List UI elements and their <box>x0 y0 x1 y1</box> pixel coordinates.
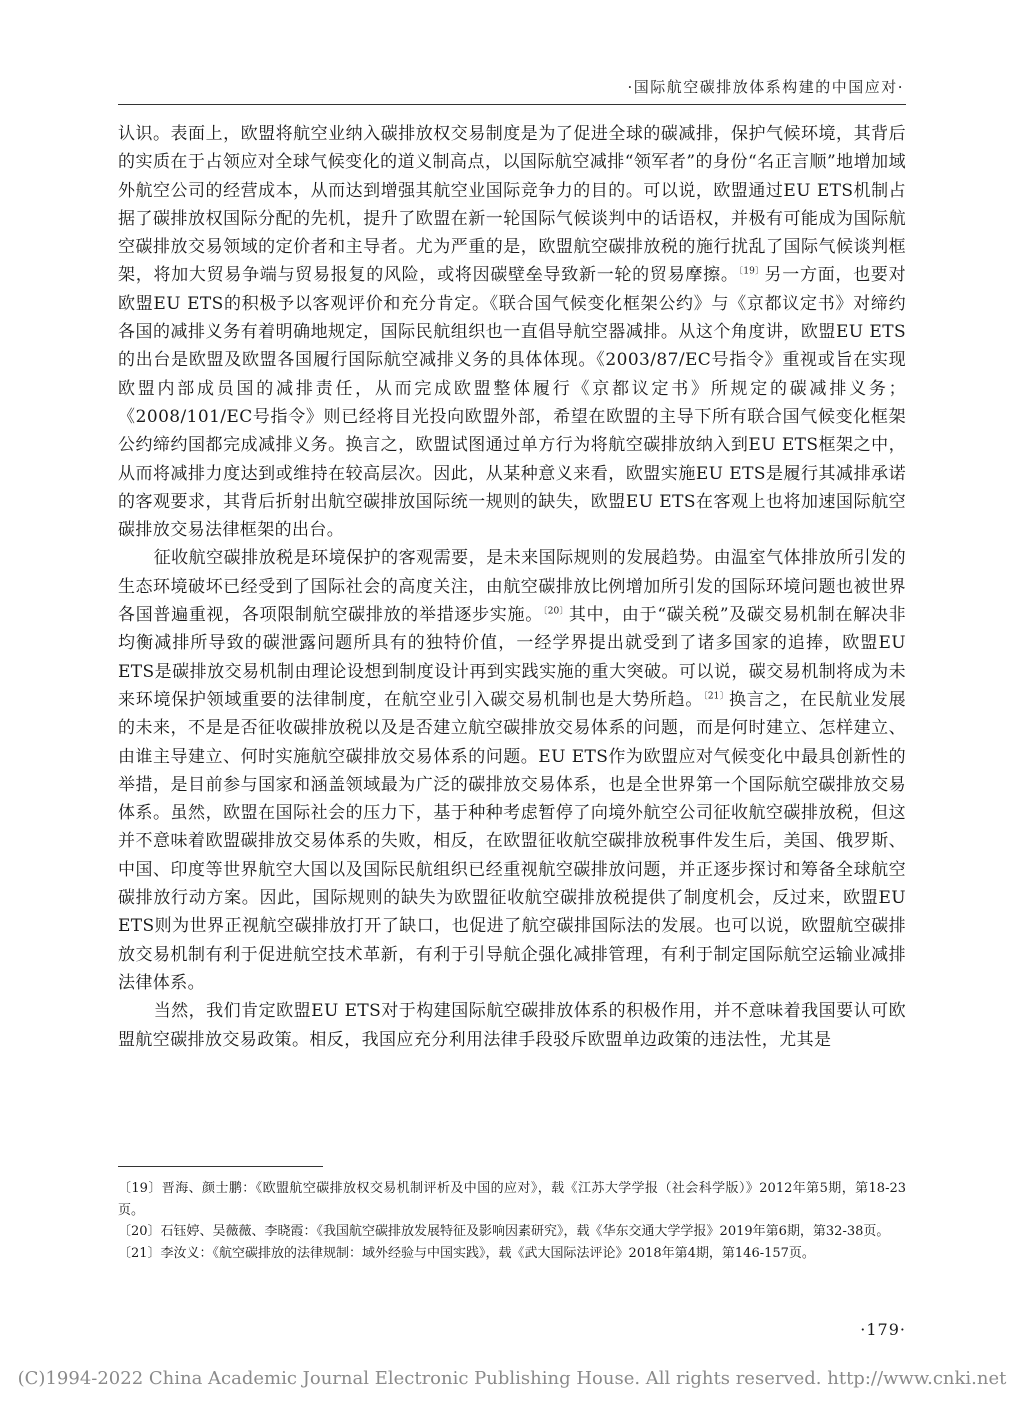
footnote-21: 〔21〕李汝义：《航空碳排放的法律规制：域外经验与中国实践》，载《武大国际法评论》2018年第4期，第146-157页。 <box>118 1245 815 1261</box>
footnote-ref-21[interactable]: 〔21〕 <box>703 691 730 702</box>
page-number: ·179· <box>860 1320 906 1339</box>
paragraph-3: 当然，我们肯定欧盟EU ETS对于构建国际航空碳排放体系的积极作用，并不意味着我国要认可欧盟航空碳排放交易政策。相反，我国应充分利用法律手段驳斥欧盟单边政策的违法性，尤其是 <box>118 1001 906 1050</box>
footnote-19: 〔19〕晋海、颜士鹏：《欧盟航空碳排放权交易机制评析及中国的应对》，载《江苏大学学报（社会科学版）》2012年第5期，第18-23页。 <box>118 1181 906 1218</box>
footnote-ref-19[interactable]: 〔19〕 <box>738 266 765 277</box>
header-divider <box>118 104 906 105</box>
footnotes <box>118 1178 906 1264</box>
footnote-divider <box>118 1166 323 1167</box>
paragraph-1-text-b: 另一方面，也要对欧盟EU ETS的积极予以客观评价和充分肯定。《联合国气候变化框架公约》与《京都议定书》对缔约各国的减排义务有着明确地规定，国际民航组织也一直倡导航空器减排。从这个角度讲，欧盟EU ETS的出台是欧盟及欧盟各国履行国际航空减排义务的具体体现。《2003/87/EC号指令》重视或旨在实现欧盟内部成员国的减排责任，从而完成欧盟整体履行《京都议定书》所规定的碳减排义务；《2008/101/EC号指令》则已经将目光投向欧盟外部，希望在欧盟的主导下所有联合国气候变化框架公约缔约国都完成减排义务。换言之，欧盟试图通过单方行为将航空碳排放纳入到EU ETS框架之中，从而将减排力度达到或维持在较高层次。因此，从某种意义来看，欧盟实施EU ETS是履行其减排承诺的客观要求，其背后折射出航空碳排放国际统一规则的缺失，欧盟EU ETS在客观上也将加速国际航空碳排放交易法律框架的出台。 <box>118 265 907 541</box>
paragraph-2-text-a: 征收航空碳排放税是环境保护的客观需要，是未来国际规则的发展趋势。由温室气体排放所引发的生态环境破坏已经受到了国际社会的高度关注，由航空碳排放比例增加所引发的国际环境问题也被世界各国普遍重视，各项限制航空碳排放的举措逐步实施。 <box>118 548 906 626</box>
footnote-ref-20[interactable]: 〔20〕 <box>542 606 569 617</box>
article-body <box>118 120 906 1054</box>
paragraph-2-text-c: 换言之，在民航业发展的未来，不是是否征收碳排放税以及是否建立航空碳排放交易体系的问题，而是何时建立、怎样建立、由谁主导建立、何时实施航空碳排放交易体系的问题。EU ETS作为欧盟应对气候变化中最具创新性的举措，是目前参与国家和涵盖领域最为广泛的碳排放交易体系，也是全世界第一个国际航空碳排放交易体系。虽然，欧盟在国际社会的压力下，基于种种考虑暂停了向境外航空公司征收航空碳排放税，但这并不意味着欧盟碳排放交易体系的失败，相反，在欧盟征收航空碳排放税事件发生后，美国、俄罗斯、中国、印度等世界航空大国以及国际民航组织已经重视航空碳排放问题，并正逐步探讨和筹备全球航空碳排放行动方案。因此，国际规则的缺失为欧盟征收航空碳排放税提供了制度机会，反过来，欧盟EU ETS则为世界正视航空碳排放打开了缺口，也促进了航空碳排国际法的发展。也可以说，欧盟航空碳排放交易机制有利于促进航空技术革新，有利于引导航企强化减排管理，有利于制定国际航空运输业减排法律体系。 <box>118 689 907 993</box>
paragraph-2 <box>118 544 906 997</box>
running-header: ·国际航空碳排放体系构建的中国应对· <box>627 78 904 96</box>
paragraph-1-text-a: 认识。表面上，欧盟将航空业纳入碳排放权交易制度是为了促进全球的碳减排，保护气候环境，其背后的实质在于占领应对全球气候变化的道义制高点，以国际航空减排“领军者”的身份“名正言顺”地增加域外航空公司的经营成本，从而达到增强其航空业国际竞争力的目的。可以说，欧盟通过EU ETS机制占据了碳排放权国际分配的先机，提升了欧盟在新一轮国际气候谈判中的话语权，并极有可能成为国际航空碳排放交易领域的定价者和主导者。尤为严重的是，欧盟航空碳排放税的施行扰乱了国际气候谈判框架，将加大贸易争端与贸易报复的风险，或将因碳壁垒导致新一轮的贸易摩擦。 <box>118 124 906 286</box>
paragraph-1 <box>118 120 906 544</box>
paragraph-2-text-b: 其中，由于“碳关税”及碳交易机制在解决非均衡减排所导致的碳泄露问题所具有的独特价值，一经学界提出就受到了诸多国家的追捧，欧盟EU ETS是碳排放交易机制由理论设想到制度设计再到实践实施的重大突破。可以说，碳交易机制将成为未来环境保护领域重要的法律制度，在航空业引入碳交易机制也是大势所趋。 <box>118 605 906 710</box>
footnote-20: 〔20〕石钰婷、吴薇薇、李晓霞：《我国航空碳排放发展特征及影响因素研究》，载《华东交通大学学报》2019年第6期，第32-38页。 <box>118 1224 890 1239</box>
copyright-watermark: (C)1994-2022 China Academic Journal Electronic Publishing House. All rights reserved. http://www.cnki.net <box>17 1368 1007 1389</box>
